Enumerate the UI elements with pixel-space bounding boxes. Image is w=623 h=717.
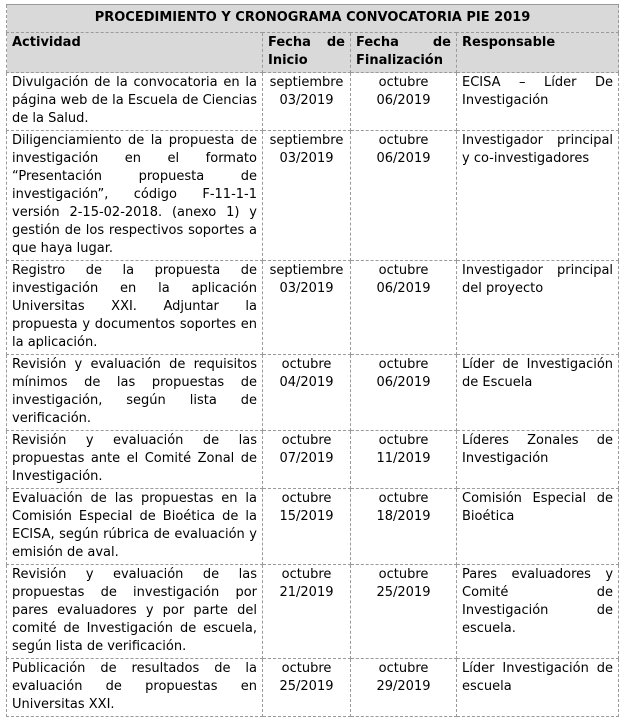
start-date-cell: septiembre 03/2019 — [263, 131, 351, 261]
end-date-cell: octubre 11/2019 — [351, 431, 457, 489]
responsible-cell: Líderes Zonales de Investigación — [457, 431, 619, 489]
responsible-cell: Pares evaluadores y Comité de Investigación de escuela. — [457, 565, 619, 659]
table-row — [7, 489, 619, 565]
header-row — [7, 33, 619, 73]
start-date-cell: octubre 04/2019 — [263, 355, 351, 431]
table-row — [7, 431, 619, 489]
responsible-cell: Investigador principal y co-investigadores — [457, 131, 619, 261]
end-date-cell: octubre 29/2019 — [351, 659, 457, 717]
end-date-cell: octubre 06/2019 — [351, 131, 457, 261]
responsible-cell: Líder de Investigación de Escuela — [457, 355, 619, 431]
start-date-cell: octubre 21/2019 — [263, 565, 351, 659]
end-date-cell: octubre 06/2019 — [351, 73, 457, 131]
end-date-cell: octubre 06/2019 — [351, 355, 457, 431]
end-date-cell: octubre 06/2019 — [351, 261, 457, 355]
responsible-cell: Líder Investigación de escuela — [457, 659, 619, 717]
table-row — [7, 261, 619, 355]
activity-cell: Revisión y evaluación de las propuestas de investigación por pares evaluadores y por parte del comité de Investigación de escuela, según lista de verificación. — [7, 565, 263, 659]
header-start-date: Fecha de Inicio — [263, 33, 351, 73]
end-date-cell: octubre 18/2019 — [351, 489, 457, 565]
activity-cell: Registro de la propuesta de investigación en la aplicación Universitas XXI. Adjuntar la propuesta y documentos soportes en la aplicación. — [7, 261, 263, 355]
schedule-table — [6, 4, 619, 717]
table-row — [7, 73, 619, 131]
activity-cell: Diligenciamiento de la propuesta de investigación en el formato “Presentación propuesta de investigación”, código F-11-1-1 versión 2-15-02-2018. (anexo 1) y gestión de los respectivos soportes a que haya lugar. — [7, 131, 263, 261]
activity-cell: Evaluación de las propuestas en la Comisión Especial de Bioética de la ECISA, según rúbrica de evaluación y emisión de aval. — [7, 489, 263, 565]
table-row — [7, 565, 619, 659]
title-row — [7, 5, 619, 33]
header-activity: Actividad — [7, 33, 263, 73]
activity-cell: Publicación de resultados de la evaluación de propuestas en Universitas XXI. — [7, 659, 263, 717]
responsible-cell: ECISA – Líder De Investigación — [457, 73, 619, 131]
table-title: PROCEDIMIENTO Y CRONOGRAMA CONVOCATORIA PIE 2019 — [7, 5, 619, 33]
header-responsible: Responsable — [457, 33, 619, 73]
start-date-cell: octubre 07/2019 — [263, 431, 351, 489]
start-date-cell: octubre 15/2019 — [263, 489, 351, 565]
responsible-cell: Comisión Especial de Bioética — [457, 489, 619, 565]
start-date-cell: septiembre 03/2019 — [263, 73, 351, 131]
activity-cell: Revisión y evaluación de requisitos mínimos de las propuestas de investigación, según lista de verificación. — [7, 355, 263, 431]
table-row — [7, 355, 619, 431]
start-date-cell: octubre 25/2019 — [263, 659, 351, 717]
activity-cell: Revisión y evaluación de las propuestas ante el Comité Zonal de Investigación. — [7, 431, 263, 489]
start-date-cell: septiembre 03/2019 — [263, 261, 351, 355]
header-end-date: Fecha de Finalización — [351, 33, 457, 73]
responsible-cell: Investigador principal del proyecto — [457, 261, 619, 355]
table-row — [7, 659, 619, 717]
table-row — [7, 131, 619, 261]
end-date-cell: octubre 25/2019 — [351, 565, 457, 659]
activity-cell: Divulgación de la convocatoria en la página web de la Escuela de Ciencias de la Salud. — [7, 73, 263, 131]
